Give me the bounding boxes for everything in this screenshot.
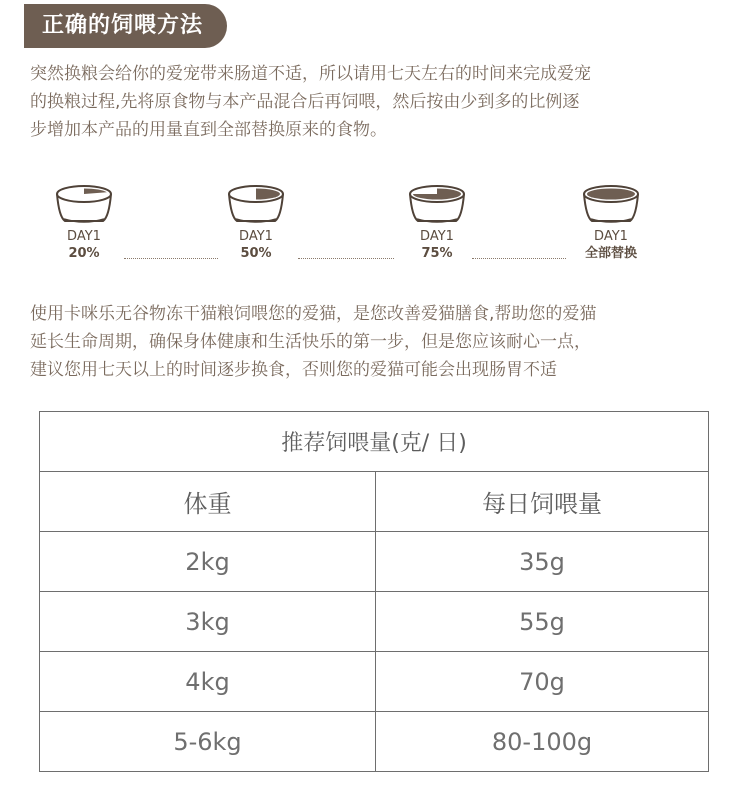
- table-caption: 推荐饲喂量(克/ 日): [40, 412, 709, 472]
- amount-cell: 35g: [376, 532, 709, 592]
- table-row: [40, 652, 709, 712]
- weight-cell: 4kg: [40, 652, 376, 712]
- dotted-connector: [298, 258, 394, 259]
- amount-cell: 70g: [376, 652, 709, 712]
- dotted-connector: [472, 258, 566, 259]
- stage-day: DAY1: [594, 229, 628, 244]
- intro-paragraph: 突然换粮会给你的爱宠带来肠道不适，所以请用七天左右的时间来完成爱宠 的换粮过程,先将原食物与本产品混合后再饲喂，然后按由少到多的比例逐 步增加本产品的用量直到全部替换原来的食物。: [30, 64, 591, 140]
- bowl-full-icon: [580, 183, 642, 227]
- header-daily-amount: 每日饲喂量: [376, 472, 709, 532]
- stage-4: [556, 183, 666, 263]
- bowl-75-icon: [406, 183, 468, 227]
- stage-1: [29, 183, 139, 263]
- stage-ratio: 全部替换: [584, 246, 637, 261]
- table-row: [40, 712, 709, 772]
- section-title: 正确的饲喂方法: [24, 4, 227, 48]
- stage-ratio: 50%: [240, 246, 272, 261]
- table-row: [40, 592, 709, 652]
- bowl-50-icon: [225, 183, 287, 227]
- stage-day: DAY1: [239, 229, 273, 244]
- table-row: [40, 532, 709, 592]
- weight-cell: 3kg: [40, 592, 376, 652]
- advice-paragraph: 使用卡咪乐无谷物冻干猫粮饲喂您的爱猫，是您改善爱猫膳食,帮助您的爱猫 延长生命周期，确保身体健康和生活快乐的第一步，但是您应该耐心一点， 建议您用七天以上的时间逐步换食，否则您的爱猫可能会出现肠胃不适: [30, 304, 597, 380]
- stage-3: [382, 183, 492, 263]
- header-weight: 体重: [40, 472, 376, 532]
- stage-ratio: 75%: [421, 246, 453, 261]
- stage-day: DAY1: [420, 229, 454, 244]
- amount-cell: 55g: [376, 592, 709, 652]
- amount-cell: 80-100g: [376, 712, 709, 772]
- stage-ratio: 20%: [68, 246, 100, 261]
- weight-cell: 2kg: [40, 532, 376, 592]
- stage-day: DAY1: [67, 229, 101, 244]
- feeding-table: [39, 411, 709, 772]
- stage-2: [201, 183, 311, 263]
- weight-cell: 5-6kg: [40, 712, 376, 772]
- bowl-20-icon: [53, 183, 115, 227]
